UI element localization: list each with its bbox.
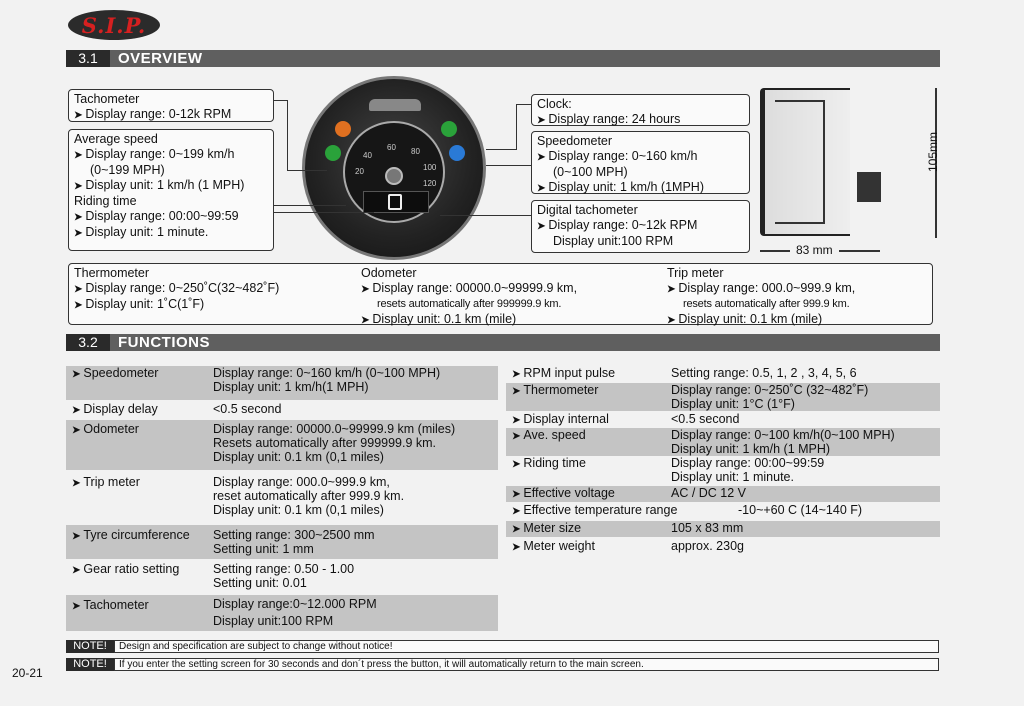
function-value: Display range: 00:00~99:59 (671, 456, 825, 470)
speedometer-box: Speedometer ➤ Display range: 0~160 km/h (0~100 MPH) ➤ Display unit: 1 km/h (1MPH) (531, 131, 750, 194)
riding-time-title: Riding time (74, 194, 137, 208)
overview-bottom-box (68, 263, 933, 325)
functions-header (66, 334, 940, 351)
function-value: Display range: 00000.0~99999.9 km (miles) (213, 422, 456, 436)
tick-label: 100 (423, 163, 437, 172)
speedometer-range: Display range: 0~160 km/h (548, 149, 698, 163)
digital-tachometer-box: Digital tachometer ➤ Display range: 0~12k RPM Display unit:100 RPM (531, 200, 750, 253)
function-name: Tyre circumference (83, 528, 190, 542)
indicator-green-icon (441, 121, 457, 137)
tick-label: 20 (355, 167, 364, 176)
function-name: Ave. speed (523, 428, 586, 442)
function-row: ➤ Odometer Display range: 00000.0~99999.9 km (miles) Resets automatically after 999999.9 km. Display unit: 0.1 km (0,1 miles) (66, 420, 498, 470)
leader-line (287, 170, 327, 171)
tick-label: 120 (423, 179, 437, 188)
tachometer-range: Display range: 0-12k RPM (85, 107, 232, 121)
digital-tachometer-title: Digital tachometer (537, 203, 638, 217)
sip-logo (68, 10, 160, 40)
overview-title: OVERVIEW (118, 50, 203, 67)
digital-tachometer-unit: Display unit:100 RPM (553, 234, 674, 248)
function-value: Resets automatically after 999999.9 km. (213, 436, 437, 450)
leader-line (440, 215, 532, 216)
function-value: 105 x 83 mm (671, 521, 744, 535)
function-name: Meter size (523, 521, 582, 535)
function-row: ➤ Meter weight approx. 230g (512, 539, 744, 553)
function-name: Speedometer (83, 366, 159, 380)
function-name: Odometer (83, 422, 139, 436)
functions-number: 3.2 (66, 334, 110, 351)
function-value: approx. 230g (671, 539, 744, 553)
function-value: Display unit: 0.1 km (0,1 miles) (213, 503, 384, 517)
function-name: Effective voltage (523, 486, 615, 500)
needle-hub (385, 167, 403, 185)
leader-line (486, 149, 517, 150)
thermometer-range: Display range: 0~250˚C(32~482˚F) (85, 281, 280, 295)
function-value: <0.5 second (213, 402, 282, 416)
function-value: -10~+60 C (14~140 F) (738, 503, 863, 517)
trip-meter-unit: Display unit: 0.1 km (mile) (678, 312, 823, 326)
function-row: ➤ Effective voltage AC / DC 12 V (506, 486, 940, 502)
riding-time-unit: Display unit: 1 minute. (85, 225, 209, 239)
function-value: Setting range: 300~2500 mm (213, 528, 375, 542)
function-name: Display internal (523, 412, 609, 426)
note-text: If you enter the setting screen for 30 seconds and don´t press the button, it will automatically return to the main screen. (114, 658, 939, 671)
avg-speed-range: Display range: 0~199 km/h (85, 147, 235, 161)
thermometer-title: Thermometer (74, 266, 150, 280)
odometer-reset: resets automatically after 999999.9 km. (377, 298, 562, 310)
page-number: 20-21 (12, 666, 43, 680)
odometer-unit: Display unit: 0.1 km (mile) (372, 312, 517, 326)
function-row: ➤ Trip meter Display range: 000.0~999.9 km, reset automatically after 999.9 km. Display unit: 0.1 km (0,1 miles) (72, 475, 405, 517)
function-value: <0.5 second (671, 412, 740, 426)
function-value: Display unit: 1 minute. (671, 470, 794, 484)
function-name: Trip meter (83, 475, 140, 489)
clock-title: Clock: (537, 97, 572, 111)
lcd-digit (388, 194, 402, 210)
function-row: ➤ RPM input pulse Setting range: 0.5, 1, 2 , 3, 4, 5, 6 (512, 366, 857, 380)
trip-meter-title: Trip meter (667, 266, 724, 280)
meter-housing (775, 100, 825, 224)
functions-title: FUNCTIONS (118, 334, 210, 351)
leader-line (274, 205, 346, 206)
odometer-range: Display range: 00000.0~99999.9 km, (372, 281, 578, 295)
note-text: Design and specification are subject to change without notice! (114, 640, 939, 653)
clock-window (369, 99, 421, 111)
function-value: Setting unit: 0.01 (213, 576, 307, 590)
function-value: Display range: 0~160 km/h (0~100 MPH) (213, 366, 441, 380)
digital-tachometer-range: Display range: 0~12k RPM (548, 218, 698, 232)
function-value: Display range:0~12.000 RPM (213, 597, 377, 611)
thermometer-group: Thermometer ➤ Display range: 0~250˚C(32~482˚F) ➤ Display unit: 1˚C(1˚F) (74, 266, 354, 313)
thermometer-unit: Display unit: 1˚C(1˚F) (85, 297, 205, 311)
leader-line (274, 100, 288, 101)
function-name: Gear ratio setting (83, 562, 180, 576)
function-value: Setting range: 0.5, 1, 2 , 3, 4, 5, 6 (671, 366, 857, 380)
leader-line (287, 100, 288, 170)
trip-meter-reset: resets automatically after 999.9 km. (683, 298, 850, 310)
trip-meter-range: Display range: 000.0~999.9 km, (678, 281, 856, 295)
function-value: Display unit: 0.1 km (0,1 miles) (213, 450, 384, 464)
meter-side-view-image (760, 88, 850, 236)
function-value: Display range: 000.0~999.9 km, (213, 475, 390, 489)
function-value: Display range: 0~250˚C (32~482˚F) (671, 383, 869, 397)
function-row: ➤ Speedometer Display range: 0~160 km/h (0~100 MPH) Display unit: 1 km/h(1 MPH) (66, 366, 498, 400)
function-row: ➤ Tachometer Display range:0~12.000 RPM Display unit:100 RPM (66, 595, 498, 631)
logo-text: S.I.P. (81, 13, 147, 38)
function-row: ➤ Riding time Display range: 00:00~99:59 Display unit: 1 minute. (512, 456, 825, 484)
width-dimension: 83 mm (790, 243, 839, 257)
leader-line (486, 165, 532, 166)
speedometer-gauge-image (302, 76, 486, 260)
clock-box: Clock: ➤ Display range: 24 hours (531, 94, 750, 126)
avg-speed-unit: Display unit: 1 km/h (1 MPH) (85, 178, 245, 192)
function-name: Meter weight (523, 539, 595, 553)
avg-speed-title: Average speed (74, 132, 158, 146)
clock-range: Display range: 24 hours (548, 112, 681, 126)
function-row: ➤ Effective temperature range -10~+60 C (14~140 F) (512, 503, 863, 517)
tick-label: 80 (411, 147, 420, 156)
function-name: RPM input pulse (523, 366, 616, 380)
function-row: ➤ Display delay <0.5 second (72, 402, 282, 416)
function-value: Display unit: 1 km/h (1 MPH) (671, 442, 831, 456)
speedometer-title: Speedometer (537, 134, 613, 148)
speedometer-range-mph: (0~100 MPH) (553, 165, 628, 179)
function-row: ➤ Gear ratio setting Setting range: 0.50 - 1.00 Setting unit: 0.01 (72, 562, 355, 590)
note-label: NOTE! (66, 640, 114, 653)
riding-time-range: Display range: 00:00~99:59 (85, 209, 239, 223)
function-name: Tachometer (83, 598, 149, 612)
high-beam-icon (449, 145, 465, 161)
function-name: Effective temperature range (523, 503, 678, 517)
odometer-group: Odometer ➤ Display range: 00000.0~99999.9 km, resets automatically after 999999.9 km. ➤ Display unit: 0.1 km (mile) (361, 266, 661, 328)
function-value: Display unit: 1 km/h(1 MPH) (213, 380, 369, 394)
overview-number: 3.1 (66, 50, 110, 67)
overview-header (66, 50, 940, 67)
tick-label: 60 (387, 143, 396, 152)
leader-line (516, 104, 517, 149)
turn-left-icon (325, 145, 341, 161)
function-value: AC / DC 12 V (671, 486, 747, 500)
function-name: Thermometer (523, 383, 599, 397)
function-name: Riding time (523, 456, 586, 470)
gauge-face (343, 121, 445, 223)
function-value: Display unit:100 RPM (213, 614, 334, 628)
height-dimension: 105mm (926, 131, 940, 172)
function-value: reset automatically after 999.9 km. (213, 489, 405, 503)
tachometer-box: Tachometer ➤ Display range: 0-12k RPM (68, 89, 274, 122)
function-row: ➤ Thermometer Display range: 0~250˚C (32~482˚F) Display unit: 1°C (1°F) (506, 383, 940, 411)
function-row: ➤ Display internal <0.5 second (512, 412, 740, 426)
lcd-display (363, 191, 429, 213)
function-name: Display delay (83, 402, 158, 416)
trip-meter-group: Trip meter ➤ Display range: 000.0~999.9 km, resets automatically after 999.9 km. ➤ Display unit: 0.1 km (mile) (667, 266, 927, 328)
avg-speed-range-mph: (0~199 MPH) (90, 163, 165, 177)
function-value: Setting unit: 1 mm (213, 542, 314, 556)
note-label: NOTE! (66, 658, 114, 671)
function-value: Display range: 0~100 km/h(0~100 MPH) (671, 428, 895, 442)
tick-label: 40 (363, 151, 372, 160)
indicator-orange-icon (335, 121, 351, 137)
function-row: ➤ Ave. speed Display range: 0~100 km/h(0~100 MPH) Display unit: 1 km/h (1 MPH) (506, 428, 940, 456)
leader-line (516, 104, 532, 105)
function-value: Setting range: 0.50 - 1.00 (213, 562, 355, 576)
odometer-title: Odometer (361, 266, 417, 280)
function-row: ➤ Meter size 105 x 83 mm (506, 521, 940, 537)
avg-speed-box: Average speed ➤ Display range: 0~199 km/h (0~199 MPH) ➤ Display unit: 1 km/h (1 MPH) Riding time ➤ Display range: 00:00~99:59 ➤ Display unit: 1 minute. (68, 129, 274, 251)
function-value: Display unit: 1°C (1°F) (671, 397, 795, 411)
meter-connector (857, 172, 881, 202)
leader-line (274, 212, 374, 213)
function-row: ➤ Tyre circumference Setting range: 300~2500 mm Setting unit: 1 mm (66, 525, 498, 559)
speedometer-unit: Display unit: 1 km/h (1MPH) (548, 180, 704, 194)
tachometer-title: Tachometer (74, 92, 140, 106)
